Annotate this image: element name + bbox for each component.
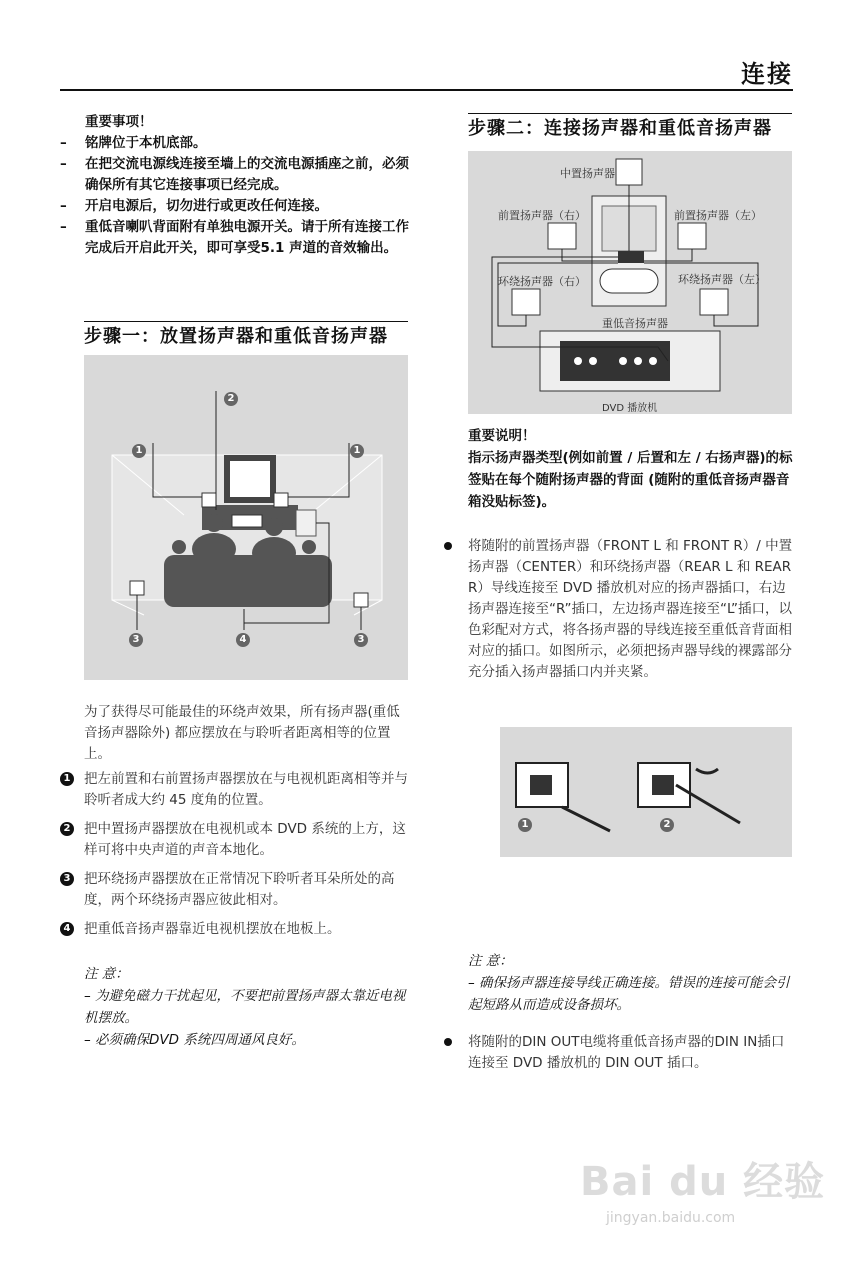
list-badge: 2 — [60, 822, 74, 836]
step1-title: 步骤一：放置扬声器和重低音扬声器 — [84, 326, 388, 347]
connector-illustration — [500, 727, 792, 857]
note-left — [84, 963, 414, 1051]
list-item-text: 把中置扬声器摆放在电视机或本 DVD 系统的上方，这样可将中央声道的声音本地化。 — [84, 821, 406, 858]
list-badge: 1 — [60, 772, 74, 786]
note-line: – 确保扬声器连接导线正确连接。错误的连接可能会引起短路从而造成设备损坏。 — [468, 975, 790, 1013]
step2-title: 步骤二：连接扬声器和重低音扬声器 — [468, 118, 772, 139]
watermark-url: jingyan.baidu.com — [606, 1210, 736, 1226]
page-header-title: 连接 — [741, 60, 793, 88]
bullet-text: 将随附的前置扬声器（FRONT L 和 FRONT R）/ 中置扬声器（CENTER）和环绕扬声器（REAR L 和 REAR R）导线连接至 DVD 播放机对应的扬声器插口，右边扬声器连接至“R”插口，左边扬声器连接至“L”插口，以色彩配对方式，将各扬声器的导线连接至重低音背面相对应的插口。如图所示，必须把扬声器导线的裸露部分充分插入扬声器插口内并夹紧。 — [468, 538, 793, 680]
speaker-placement-figure — [84, 355, 408, 680]
connector-badge: 2 — [660, 818, 674, 832]
list-badge: 4 — [60, 922, 74, 936]
header-rule — [60, 89, 793, 91]
watermark-logo: Bai du 经验 — [580, 1159, 826, 1205]
important-title: 重要说明！ — [468, 428, 536, 444]
notice-item: – 重低音喇叭背面附有单独电源开关。请于所有连接工作完成后开启此开关，即可享受5.1 声道的音效输出。 — [60, 217, 410, 259]
list-item — [60, 769, 410, 811]
figure-badge-rear-right: 3 — [354, 633, 368, 647]
list-item — [60, 869, 410, 911]
label-center-speaker: 中置扬声器 — [560, 167, 615, 180]
notice-item: – 铭牌位于本机底部。 — [60, 133, 410, 154]
figure-badge-subwoofer: 4 — [236, 633, 250, 647]
connection-diagram — [468, 151, 792, 414]
bullet-text: 将随附的DIN OUT电缆将重低音扬声器的DIN IN插口连接至 DVD 播放机的 DIN OUT 插口。 — [468, 1034, 785, 1071]
list-item — [60, 819, 410, 861]
note-line: – 必须确保DVD 系统四周通风良好。 — [84, 1032, 305, 1048]
bullet-item — [468, 1032, 794, 1074]
connector-figure — [500, 727, 792, 857]
figure-badge-front-left: 1 — [132, 444, 146, 458]
notice-item: – 开启电源后，切勿进行或更改任何连接。 — [60, 196, 410, 217]
notice-title: 重要事项！ — [85, 114, 153, 130]
figure-badge-center: 2 — [224, 392, 238, 406]
label-front-left: 前置扬声器（左） — [674, 209, 762, 222]
list-badge: 3 — [60, 872, 74, 886]
label-subwoofer: 重低音扬声器 — [602, 317, 668, 330]
important-notice — [60, 112, 410, 259]
list-item-text: 把环绕扬声器摆放在正常情况下聆听者耳朵所处的高度，两个环绕扬声器应彼此相对。 — [84, 871, 395, 908]
important-note — [468, 425, 798, 513]
list-item — [60, 919, 410, 940]
figure-badge-front-right: 1 — [350, 444, 364, 458]
note-title: 注 意： — [468, 953, 513, 969]
note-right — [468, 950, 798, 1016]
note-title: 注 意： — [84, 966, 129, 982]
list-item-text: 把左前置和右前置扬声器摆放在与电视机距离相等并与聆听者成大约 45 度角的位置。 — [84, 771, 408, 808]
label-rear-right: 环绕扬声器（右） — [498, 275, 586, 288]
bullet-item — [468, 536, 794, 683]
bullet-dot — [444, 1038, 452, 1046]
important-text: 指示扬声器类型(例如前置 / 后置和左 / 右扬声器)的标签贴在每个随附扬声器的背面 (随附的重低音扬声器音箱没贴标签)。 — [468, 450, 793, 510]
label-rear-left: 环绕扬声器（左） — [678, 273, 766, 286]
label-dvd-player: DVD 播放机 — [602, 403, 658, 414]
room-illustration — [84, 355, 408, 680]
label-front-right: 前置扬声器（右） — [498, 209, 586, 222]
step1-list — [60, 769, 410, 948]
list-item-text: 把重低音扬声器靠近电视机摆放在地板上。 — [84, 921, 341, 937]
connector-badge: 1 — [518, 818, 532, 832]
figure-badge-rear-left: 3 — [129, 633, 143, 647]
bullet-dot — [444, 542, 452, 550]
step1-intro: 为了获得尽可能最佳的环绕声效果，所有扬声器(重低音扬声器除外) 都应摆放在与聆听者距离相等的位置上。 — [84, 704, 400, 762]
note-line: – 为避免磁力干扰起见，不要把前置扬声器太靠近电视机摆放。 — [84, 988, 406, 1026]
notice-item: – 在把交流电源线连接至墙上的交流电源插座之前，必须确保所有其它连接事项已经完成。 — [60, 154, 410, 196]
